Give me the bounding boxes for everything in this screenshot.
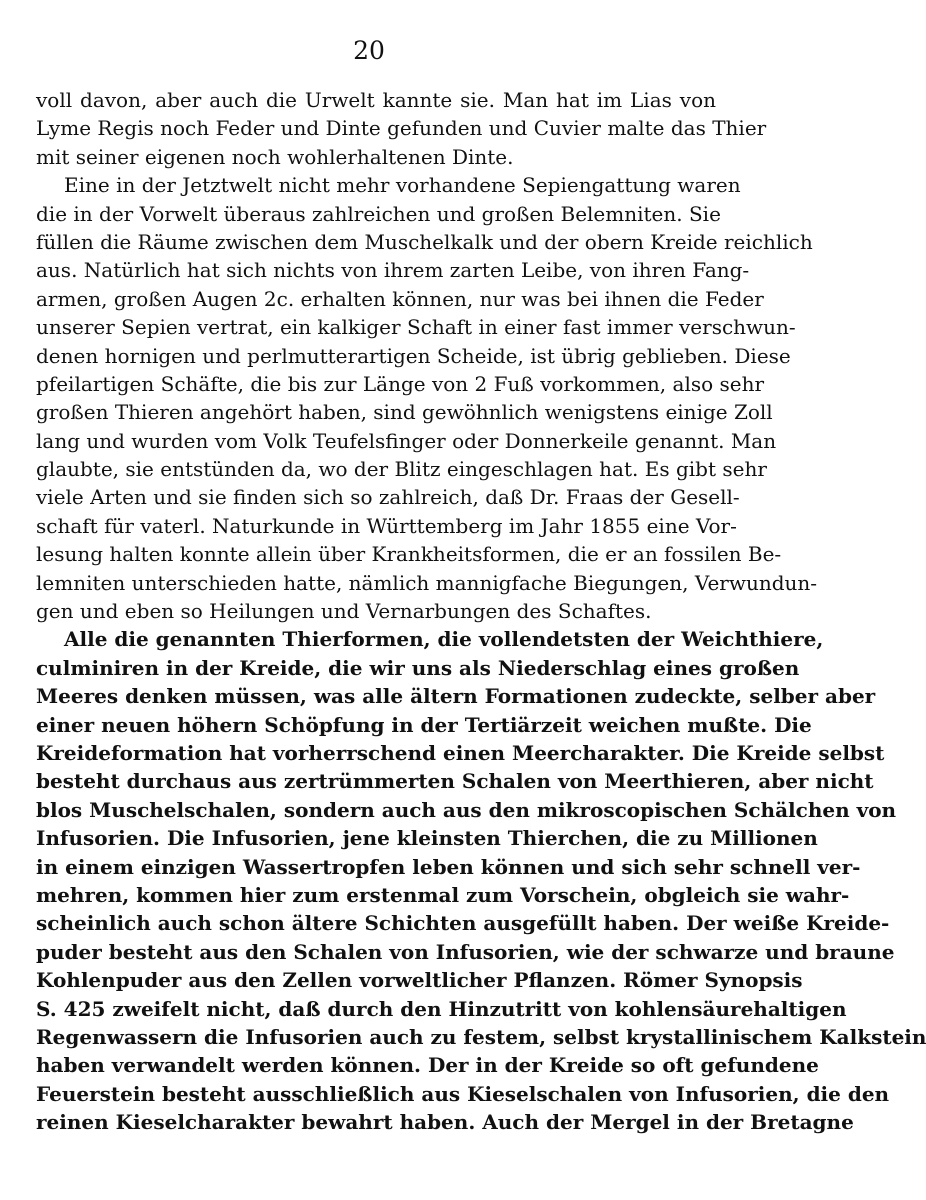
text-line: pfeilartigen Schäfte, die bis zur Länge von 2 Fuß vorkommen, also sehr (36, 371, 765, 396)
text-line: Alle die genannten Thierformen, die vollendetsten der Weichthiere, (64, 627, 824, 652)
text-line: Lyme Regis noch Feder und Dinte gefunden und Cuvier malte das Thier (36, 116, 767, 141)
page-number: 20 (353, 36, 385, 65)
text-line: scheinlich auch schon ältere Schichten ausgefüllt haben. Der weiße Kreide- (36, 911, 890, 936)
text-line: Meeres denken müssen, was alle ältern Formationen zudeckte, selber aber (36, 684, 876, 709)
text-line: unserer Sepien vertrat, ein kalkiger Schaft in einer fast immer verschwun- (36, 315, 796, 340)
text-line: glaubte, sie entstünden da, wo der Blitz eingeschlagen hat. Es gibt sehr (36, 457, 767, 482)
text-line: reinen Kieselcharakter bewahrt haben. Auch der Mergel in der Bretagne (36, 1110, 854, 1135)
text-line: armen, großen Augen 2c. erhalten können, nur was bei ihnen die Feder (36, 286, 764, 311)
text-line: denen hornigen und perlmutterartigen Scheide, ist übrig geblieben. Diese (36, 343, 791, 368)
text-line: blos Muschelschalen, sondern auch aus den mikroscopischen Schälchen von (36, 797, 897, 822)
text-line: großen Thieren angehört haben, sind gewöhnlich wenigstens einige Zoll (36, 400, 773, 425)
text-line: Kohlenpuder aus den Zellen vorweltlicher Pflanzen. Römer Synopsis (36, 968, 803, 993)
text-line: in einem einzigen Wassertropfen leben können und sich sehr schnell ver- (36, 854, 861, 879)
text-line: haben verwandelt werden können. Der in der Kreide so oft gefundene (36, 1053, 819, 1078)
text-line: Infusorien. Die Infusorien, jene kleinsten Thierchen, die zu Millionen (36, 826, 818, 851)
text-line: lang und wurden vom Volk Teufelsfinger oder Donnerkeile genannt. Man (36, 428, 777, 453)
body-text (36, 86, 926, 1136)
text-line: schaft für vaterl. Naturkunde in Württemberg im Jahr 1855 eine Vor- (36, 513, 737, 538)
text-line: füllen die Räume zwischen dem Muschelkalk und der obern Kreide reichlich (36, 229, 813, 254)
text-line: gen und eben so Heilungen und Vernarbungen des Schaftes. (36, 599, 652, 624)
text-line: puder besteht aus den Schalen von Infusorien, wie der schwarze und braune (36, 939, 895, 964)
paragraph (36, 86, 767, 171)
paragraph (36, 625, 926, 1136)
text-line: Feuerstein besteht ausschließlich aus Kieselschalen von Infusorien, die den (36, 1081, 890, 1106)
text-line: viele Arten und sie finden sich so zahlreich, daß Dr. Fraas der Gesell- (36, 485, 740, 510)
text-line: lesung halten konnte allein über Krankheitsformen, die er an fossilen Be- (36, 542, 782, 567)
text-line: Kreideformation hat vorherrschend einen Meercharakter. Die Kreide selbst (36, 740, 885, 765)
text-line: Eine in der Jetztwelt nicht mehr vorhandene Sepiengattung waren (64, 173, 741, 198)
text-line: mit seiner eigenen noch wohlerhaltenen Dinte. (36, 144, 514, 169)
text-line: die in der Vorwelt überaus zahlreichen und großen Belemniten. Sie (36, 201, 721, 226)
text-line: mehren, kommen hier zum erstenmal zum Vorschein, obgleich sie wahr- (36, 882, 850, 907)
text-line: Regenwassern die Infusorien auch zu festem, selbst krystallinischem Kalkstein (36, 1024, 926, 1049)
text-line: lemniten unterschieden hatte, nämlich mannigfache Biegungen, Verwundun- (36, 570, 818, 595)
paragraph (36, 171, 818, 625)
text-line: culminiren in der Kreide, die wir uns als Niederschlag eines großen (36, 655, 800, 680)
text-line: besteht durchaus aus zertrümmerten Schalen von Meerthieren, aber nicht (36, 769, 874, 794)
text-line: voll davon, aber auch die Urwelt kannte sie. Man hat im Lias von (36, 88, 716, 112)
text-line: einer neuen höhern Schöpfung in der Tertiärzeit weichen mußte. Die (36, 712, 812, 737)
text-line: S. 425 zweifelt nicht, daß durch den Hinzutritt von kohlensäurehaltigen (36, 996, 847, 1021)
text-line: aus. Natürlich hat sich nichts von ihrem zarten Leibe, von ihren Fang- (36, 258, 750, 283)
